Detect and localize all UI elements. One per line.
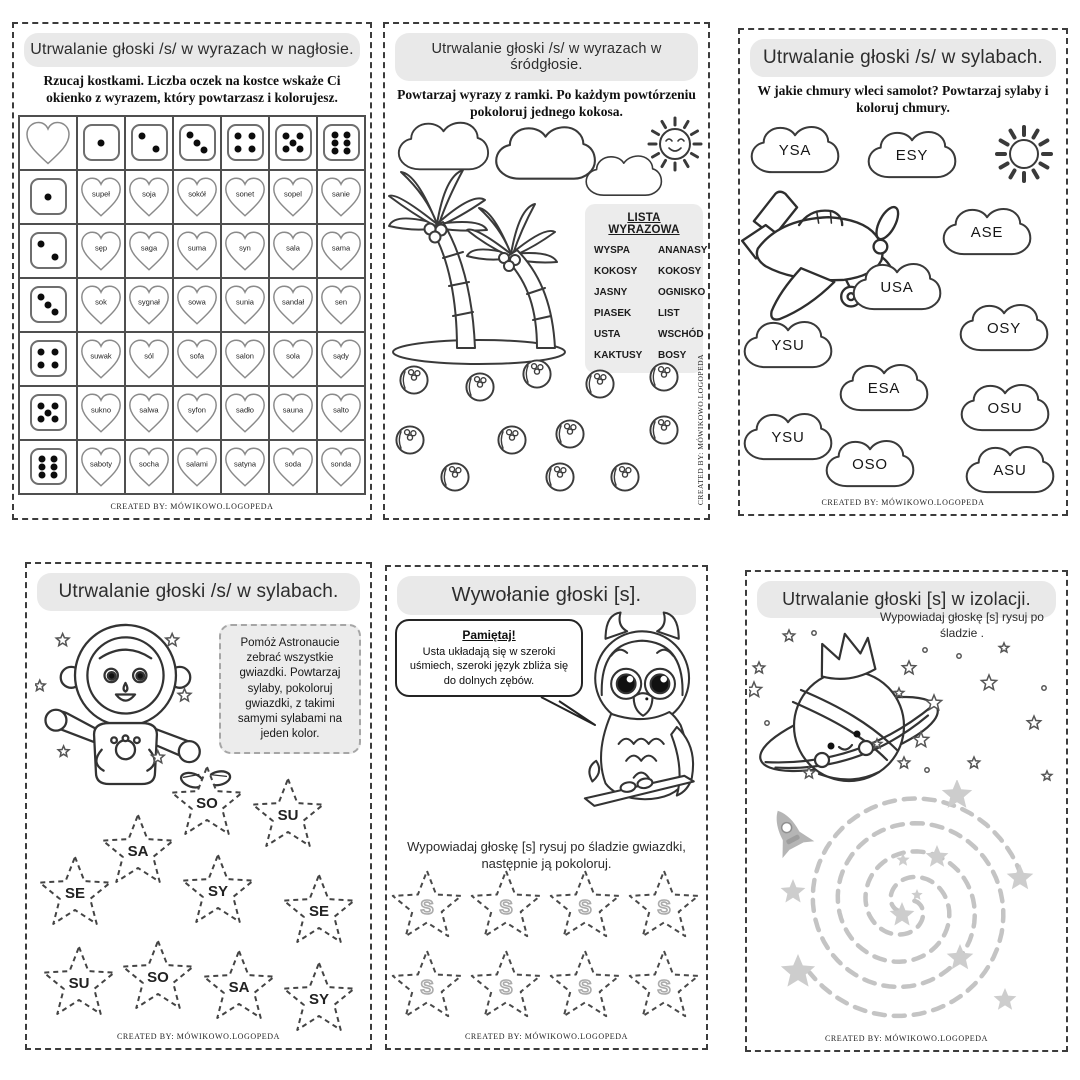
star-syllable: SU bbox=[68, 974, 90, 992]
heart-word: sądy bbox=[333, 351, 349, 361]
cloud-syllable: OSY bbox=[986, 320, 1022, 338]
heart-icon bbox=[318, 176, 364, 218]
die-5-icon bbox=[30, 394, 67, 431]
word-heart-cell bbox=[77, 332, 125, 386]
letter-star bbox=[467, 948, 545, 1022]
cloud-syllable: USA bbox=[880, 279, 914, 297]
word-heart-cell bbox=[173, 332, 221, 386]
heart-word: sól bbox=[144, 351, 154, 361]
syllable-cloud bbox=[823, 434, 917, 494]
cloud-icon bbox=[586, 156, 661, 195]
heart-icon bbox=[78, 230, 124, 272]
word-heart-cell bbox=[269, 170, 317, 224]
worksheet-naglos bbox=[12, 22, 372, 520]
die-header-cell bbox=[125, 116, 173, 170]
syllable-star bbox=[39, 944, 119, 1020]
word-list-title: LISTA WYRAZOWA bbox=[608, 212, 680, 236]
word-heart-cell bbox=[221, 170, 269, 224]
word-heart-cell bbox=[77, 224, 125, 278]
credit-line: CREATED BY: MÓWIKOWO.LOGOPEDA bbox=[696, 354, 705, 506]
worksheet-wywolanie bbox=[385, 565, 708, 1050]
heart-icon bbox=[78, 284, 124, 326]
heart-word: sonet bbox=[235, 189, 255, 199]
coconut-icon bbox=[496, 424, 529, 457]
owl-illustration bbox=[583, 603, 705, 821]
heart-icon bbox=[174, 284, 220, 326]
word-heart-cell bbox=[77, 440, 125, 494]
heart-word: supeł bbox=[92, 189, 110, 199]
credit-line: CREATED BY: MÓWIKOWO.LOGOPEDA bbox=[821, 498, 985, 507]
syllable-cloud bbox=[963, 440, 1057, 500]
bubble-title: Pamiętaj! bbox=[462, 628, 516, 642]
heart-word: sanie bbox=[332, 189, 350, 199]
die-header-cell bbox=[269, 116, 317, 170]
syllable-star bbox=[35, 854, 115, 930]
syllable-cloud bbox=[837, 358, 931, 418]
cloud-syllable: YSU bbox=[771, 337, 805, 355]
heart-icon bbox=[318, 284, 364, 326]
word-heart-cell bbox=[317, 278, 365, 332]
heart-icon bbox=[126, 392, 172, 434]
word-heart-cell bbox=[173, 440, 221, 494]
word-heart-cell bbox=[221, 386, 269, 440]
die-row-cell bbox=[19, 332, 77, 386]
syllable-star bbox=[248, 776, 328, 852]
word-heart-cell bbox=[173, 170, 221, 224]
heart-icon bbox=[126, 230, 172, 272]
syllable-cloud bbox=[940, 202, 1034, 262]
heart-icon bbox=[78, 446, 124, 488]
heart-word: sandał bbox=[281, 297, 305, 307]
word-list-item: USTA bbox=[594, 329, 621, 340]
syllable-cloud bbox=[958, 378, 1052, 438]
heart-word: sama bbox=[331, 243, 351, 253]
heart-word: sok bbox=[95, 297, 107, 307]
star-syllable: SE bbox=[64, 884, 85, 902]
heart-icon bbox=[78, 338, 124, 380]
instructions: Powtarzaj wyrazy z ramki. Po każdym powtórzeniu pokoloruj jednego kokosa. bbox=[397, 87, 696, 119]
heart-word: sygnał bbox=[138, 297, 160, 307]
word-heart-cell bbox=[317, 386, 365, 440]
star-syllable: SO bbox=[196, 794, 218, 812]
instructions: W jakie chmury wleci samolot? Powtarzaj sylaby i koloruj chmury. bbox=[757, 83, 1049, 115]
cloud-syllable: OSO bbox=[852, 456, 888, 474]
worksheet-izolacja bbox=[745, 570, 1068, 1052]
die-row-cell bbox=[19, 170, 77, 224]
word-heart-cell bbox=[317, 170, 365, 224]
die-6-icon bbox=[323, 124, 360, 161]
heart-icon bbox=[78, 176, 124, 218]
page-title: Utrwalanie głoski /s/ w wyrazach w nagłosie. bbox=[24, 33, 360, 67]
syllable-cloud bbox=[741, 407, 835, 467]
word-heart-cell bbox=[269, 440, 317, 494]
word-heart-cell bbox=[173, 278, 221, 332]
word-list-item: KOKOSY bbox=[594, 266, 638, 277]
word-heart-cell bbox=[221, 332, 269, 386]
heart-word: syfon bbox=[188, 405, 206, 415]
star-syllable: SU bbox=[277, 806, 299, 824]
heart-word: satyna bbox=[233, 459, 257, 469]
letter-star bbox=[467, 868, 545, 942]
word-list-item: WYSPA bbox=[594, 245, 630, 256]
die-4-icon bbox=[227, 124, 264, 161]
syllable-star bbox=[178, 852, 258, 928]
word-heart-cell bbox=[125, 332, 173, 386]
rocket-icon bbox=[762, 802, 814, 858]
heart-word: syn bbox=[239, 243, 251, 253]
die-header-cell bbox=[317, 116, 365, 170]
worksheet-sylaby-gwiazdki bbox=[25, 562, 372, 1050]
word-list-item: LIST bbox=[658, 308, 680, 319]
syllable-star bbox=[279, 872, 359, 948]
svg-text:S: S bbox=[578, 977, 592, 999]
die-row-cell bbox=[19, 386, 77, 440]
heart-word: sadło bbox=[236, 405, 254, 415]
coconut-icon bbox=[521, 358, 554, 391]
heart-icon bbox=[126, 284, 172, 326]
cloud-syllable: ESA bbox=[867, 380, 901, 398]
letter-star bbox=[546, 948, 624, 1022]
heart-word: sowa bbox=[188, 297, 206, 307]
syllable-cloud bbox=[865, 125, 959, 185]
heart-word: soja bbox=[142, 189, 156, 199]
svg-text:S: S bbox=[499, 897, 513, 919]
sun-icon bbox=[649, 118, 701, 170]
letter-star bbox=[546, 868, 624, 942]
heart-icon bbox=[222, 230, 268, 272]
die-3-icon bbox=[179, 124, 216, 161]
word-heart-cell bbox=[125, 278, 173, 332]
credit-line: CREATED BY: MÓWIKOWO.LOGOPEDA bbox=[824, 1034, 989, 1043]
spiral-path bbox=[810, 799, 1021, 1016]
star-syllable: SE bbox=[308, 902, 329, 920]
sun-icon bbox=[992, 122, 1056, 186]
heart-icon bbox=[270, 446, 316, 488]
star-syllable: SA bbox=[127, 842, 149, 860]
trace-instructions: Wypowiadaj głoskę [s] rysuj po śladzie gwiazdki, następnie ją pokoloruj. bbox=[407, 839, 686, 871]
word-heart-cell bbox=[77, 386, 125, 440]
heart-word: sopel bbox=[284, 189, 302, 199]
heart-word: sokół bbox=[188, 189, 206, 199]
heart-icon bbox=[270, 176, 316, 218]
cloud-syllable: ASU bbox=[993, 462, 1027, 480]
word-heart-cell bbox=[221, 440, 269, 494]
syllable-cloud bbox=[957, 298, 1051, 358]
word-heart-cell bbox=[317, 440, 365, 494]
heart-word: salwa bbox=[139, 405, 159, 415]
heart-word: sala bbox=[286, 243, 300, 253]
coconut-icon bbox=[544, 461, 577, 494]
die-1-icon bbox=[30, 178, 67, 215]
svg-text:S: S bbox=[420, 977, 434, 999]
heart-icon bbox=[174, 446, 220, 488]
word-list-item: KAKTUSY bbox=[594, 350, 643, 361]
letter-star bbox=[625, 868, 703, 942]
word-heart-cell bbox=[269, 386, 317, 440]
word-list-item: OGNISKO bbox=[658, 287, 706, 298]
credit-line: CREATED BY: MÓWIKOWO.LOGOPEDA bbox=[116, 1032, 281, 1041]
heart-word: sola bbox=[286, 351, 300, 361]
syllable-cloud bbox=[850, 257, 944, 317]
die-2-icon bbox=[30, 232, 67, 269]
star-syllable: SA bbox=[228, 978, 250, 996]
word-list-item: ANANASY bbox=[658, 245, 708, 256]
heart-word: soda bbox=[284, 459, 302, 469]
word-heart-cell bbox=[125, 170, 173, 224]
coconut-icon bbox=[464, 371, 497, 404]
heart-word: suwak bbox=[90, 351, 112, 361]
heart-word: sen bbox=[334, 297, 348, 307]
corner-heart-cell bbox=[19, 116, 77, 170]
heart-word: salto bbox=[333, 405, 349, 415]
die-header-cell bbox=[173, 116, 221, 170]
cloud-syllable: ASE bbox=[970, 224, 1004, 242]
word-list-grid bbox=[594, 242, 708, 365]
heart-word: sauna bbox=[282, 405, 304, 415]
speech-bubble bbox=[395, 619, 583, 697]
star-syllable: SO bbox=[147, 968, 169, 986]
die-row-cell bbox=[19, 224, 77, 278]
gray-stars bbox=[781, 780, 1034, 1010]
cloud-syllable: YSA bbox=[778, 142, 812, 160]
coconut-icon bbox=[439, 461, 472, 494]
heart-icon bbox=[126, 338, 172, 380]
page-title: Wywołanie głoski [s]. bbox=[397, 576, 696, 615]
heart-word: suma bbox=[187, 243, 207, 253]
cloud-syllable: OSU bbox=[987, 400, 1023, 418]
heart-icon bbox=[270, 338, 316, 380]
die-row-cell bbox=[19, 278, 77, 332]
trace-instructions: Wypowiadaj głoskę [s] rysuj po śladzie . bbox=[880, 610, 1044, 640]
word-heart-cell bbox=[125, 224, 173, 278]
coconut-icon bbox=[554, 418, 587, 451]
die-row-cell bbox=[19, 440, 77, 494]
bubble-text: Usta układają się w szeroki uśmiech, szeroki język zbliża się do dolnych zębów. bbox=[409, 646, 569, 687]
coconut-icon bbox=[648, 414, 681, 447]
coconut-icon bbox=[394, 424, 427, 457]
svg-text:S: S bbox=[657, 977, 671, 999]
heart-icon bbox=[78, 392, 124, 434]
word-heart-cell bbox=[77, 170, 125, 224]
word-heart-cell bbox=[125, 440, 173, 494]
cloud-icon bbox=[496, 127, 595, 178]
word-heart-cell bbox=[221, 278, 269, 332]
word-list-item: BOSY bbox=[658, 350, 687, 361]
cloud-syllable: YSU bbox=[771, 429, 805, 447]
heart-icon bbox=[270, 392, 316, 434]
dice-word-table bbox=[18, 115, 366, 495]
word-heart-cell bbox=[221, 224, 269, 278]
word-heart-cell bbox=[173, 386, 221, 440]
heart-icon bbox=[174, 176, 220, 218]
die-3-icon bbox=[30, 286, 67, 323]
svg-text:S: S bbox=[499, 977, 513, 999]
heart-icon bbox=[23, 120, 73, 166]
svg-text:S: S bbox=[657, 897, 671, 919]
page-title: Utrwalanie głoski /s/ w sylabach. bbox=[37, 573, 360, 611]
heart-icon bbox=[222, 446, 268, 488]
heart-icon bbox=[174, 392, 220, 434]
spiral-trace-field bbox=[755, 780, 1060, 1030]
heart-word: sonda bbox=[330, 459, 352, 469]
heart-icon bbox=[270, 230, 316, 272]
heart-word: saboty bbox=[89, 459, 113, 469]
cloud-syllable: ESY bbox=[895, 147, 929, 165]
page-title: Utrwalanie głoski /s/ w wyrazach w śródgłosie. bbox=[395, 33, 698, 81]
heart-icon bbox=[270, 284, 316, 326]
heart-icon bbox=[174, 230, 220, 272]
coconut-icon bbox=[609, 461, 642, 494]
word-heart-cell bbox=[269, 224, 317, 278]
die-header-cell bbox=[77, 116, 125, 170]
heart-word: sunia bbox=[236, 297, 254, 307]
word-heart-cell bbox=[125, 386, 173, 440]
heart-word: socha bbox=[138, 459, 159, 469]
heart-word: sęp bbox=[94, 243, 108, 253]
star-syllable: SY bbox=[308, 990, 329, 1008]
heart-icon bbox=[222, 176, 268, 218]
instructions: Rzucaj kostkami. Liczba oczek na kostce wskaże Ci okienko z wyrazem, który powtarzasz i kolorujesz. bbox=[43, 73, 341, 105]
credit-line: CREATED BY: MÓWIKOWO.LOGOPEDA bbox=[110, 502, 274, 511]
heart-icon bbox=[222, 392, 268, 434]
word-heart-cell bbox=[317, 332, 365, 386]
word-list-box bbox=[585, 204, 708, 373]
syllable-cloud bbox=[748, 120, 842, 180]
die-5-icon bbox=[275, 124, 312, 161]
task-note: Pomóż Astronaucie zebrać wszystkie gwiazdki. Powtarzaj sylaby, pokoloruj gwiazdki, z takimi samymi sylabami na jeden kolor. bbox=[219, 624, 361, 754]
word-heart-cell bbox=[269, 278, 317, 332]
syllable-star bbox=[199, 948, 279, 1024]
coconut-icon bbox=[398, 364, 431, 397]
palm-tree bbox=[389, 170, 487, 348]
heart-word: salon bbox=[236, 351, 254, 361]
heart-word: saga bbox=[140, 243, 158, 253]
coconut-icon bbox=[648, 361, 681, 394]
word-list-item: WSCHÓD bbox=[658, 329, 704, 340]
worksheet-srodglos bbox=[383, 22, 710, 520]
word-heart-cell bbox=[173, 224, 221, 278]
letter-star bbox=[388, 868, 466, 942]
letter-star bbox=[625, 948, 703, 1022]
word-heart-cell bbox=[317, 224, 365, 278]
heart-icon bbox=[174, 338, 220, 380]
syllable-star bbox=[167, 764, 247, 840]
heart-word: sukno bbox=[90, 405, 111, 415]
coconut-icon bbox=[584, 368, 617, 401]
page-title: Utrwalanie głoski /s/ w sylabach. bbox=[750, 39, 1056, 77]
heart-icon bbox=[318, 230, 364, 272]
star-syllable: SY bbox=[207, 882, 228, 900]
syllable-cloud bbox=[741, 315, 835, 375]
heart-word: salami bbox=[186, 459, 208, 469]
heart-icon bbox=[318, 392, 364, 434]
svg-text:S: S bbox=[420, 897, 434, 919]
word-list-item: KOKOSY bbox=[658, 266, 702, 277]
heart-icon bbox=[318, 338, 364, 380]
heart-word: sofa bbox=[189, 351, 205, 361]
syllable-star bbox=[279, 960, 359, 1036]
letter-star bbox=[388, 948, 466, 1022]
die-header-cell bbox=[221, 116, 269, 170]
word-heart-cell bbox=[269, 332, 317, 386]
cloud-icon bbox=[399, 123, 488, 170]
heart-icon bbox=[222, 284, 268, 326]
die-2-icon bbox=[131, 124, 168, 161]
worksheet-sylaby-chmury bbox=[738, 28, 1068, 516]
die-6-icon bbox=[30, 448, 67, 485]
heart-icon bbox=[318, 446, 364, 488]
word-heart-cell bbox=[77, 278, 125, 332]
syllable-star bbox=[118, 938, 198, 1014]
heart-icon bbox=[222, 338, 268, 380]
die-1-icon bbox=[83, 124, 120, 161]
heart-icon bbox=[126, 446, 172, 488]
heart-icon bbox=[126, 176, 172, 218]
credit-line: CREATED BY: MÓWIKOWO.LOGOPEDA bbox=[464, 1032, 629, 1041]
svg-text:S: S bbox=[578, 897, 592, 919]
page-title: Utrwalanie głoski [s] w izolacji. bbox=[757, 581, 1056, 618]
die-4-icon bbox=[30, 340, 67, 377]
word-list-item: JASNY bbox=[594, 287, 628, 298]
word-list-item: PIASEK bbox=[594, 308, 632, 319]
